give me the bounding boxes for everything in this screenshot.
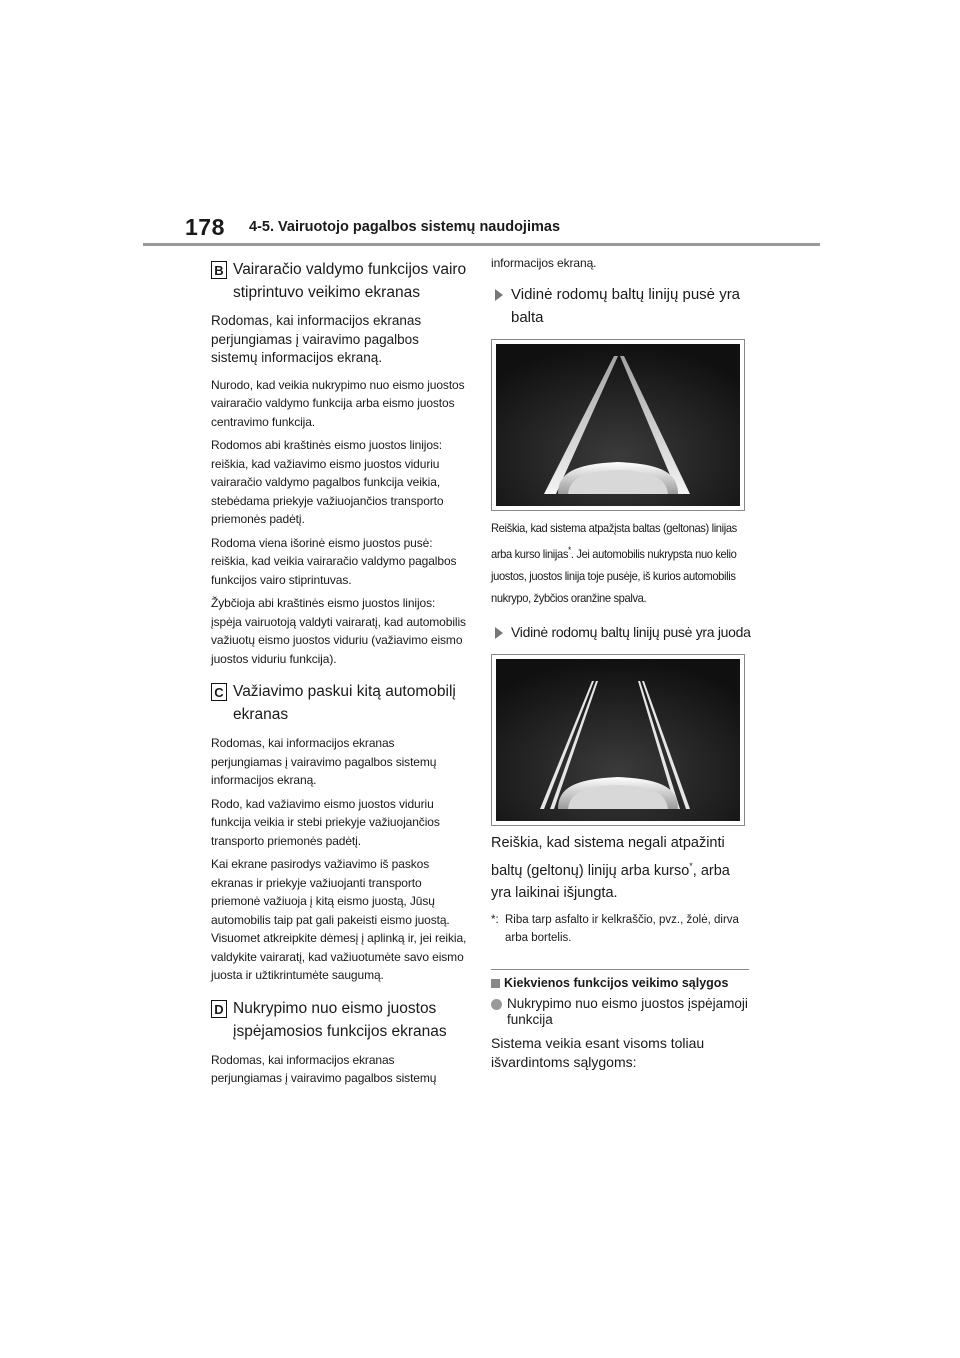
figure-lanes-not-recognized [491, 654, 745, 826]
section-b-heading [211, 258, 467, 304]
footnote-mark: *: [491, 914, 499, 927]
section-b-lead: Rodomas, kai informacijos ekranas perjungiamas į vairavimo pagalbos sistemų informacijos ekraną. [211, 313, 422, 365]
header-rule [143, 243, 820, 246]
section-b-title: Vairaračio valdymo funkcijos vairo stiprintuvo veikimo ekranas [233, 261, 467, 301]
triangle-bullet-icon [495, 289, 503, 301]
figure-lanes-recognized [491, 339, 745, 511]
circle-bullet-icon [491, 999, 502, 1010]
section-b-note-2: Rodomos abi kraštinės eismo juostos linijos: reiškia, kad važiavimo eismo juostos viduriu vairaračio valdymo pagalbos funkcija veikia, stebėdama priekyje važiuojančios transporto priemonės padėtį. [211, 438, 444, 526]
section-c-note-3: Kai ekrane pasirodys važiavimo iš paskos ekranas ir priekyje važiuojanti transporto priemonė važiuoja į kitą eismo juostą, Jūsų automobilis taip pat gali pakeisti eismo juostą. Visuomet atkreipkite dėmesį į aplinką ir, jei reikia, valdykite vairaratį, kad važiuotumėte savo eismo juosta ir užtikrintumėte saugumą. [211, 857, 467, 982]
section-d-note: Rodomas, kai informacijos ekranas perjungiamas į vairavimo pagalbos sistemų [211, 1052, 437, 1085]
section-b-note-4: Žybčioja abi kraštinės eismo juostos linijos: įspėja vairuotoją valdyti vairaratį, kad automobilis važiuotų eismo juostos viduriu (važiavimo eismo juostos viduriu funkcija). [211, 596, 466, 666]
conditions-intro: Sistema veikia esant visoms toliau išvardintoms sąlygoms: [491, 1035, 705, 1071]
caption-recognized: Reiškia, kad sistema atpažįsta baltas (geltonas) linijas arba kurso linijas*. Jei automobilis nukrypsta nuo kelio juostos, juostos linija toje pusėje, iš kurios automobilis nukrypo, žybčios oranžine spalva. [491, 520, 737, 605]
section-b-note-3: Rodoma viena išorinė eismo juostos pusė: reiškia, kad veikia vairaračio valdymo pagalbos funkcijos vairo stiprintuvas. [211, 535, 457, 587]
page-number: 178 [185, 214, 225, 240]
section-c-heading [211, 680, 467, 726]
section-rule [491, 969, 749, 970]
section-title: 4-5. Vairuotojo pagalbos sistemų naudojimas [249, 219, 561, 235]
section-c-title: Važiavimo paskui kitą automobilį ekranas [233, 683, 456, 723]
left-column [211, 258, 467, 1093]
footnote [491, 911, 753, 947]
square-bullet-icon [491, 979, 500, 988]
right-column [491, 254, 753, 1072]
function-item [491, 996, 753, 1028]
section-c-note-2: Rodo, kad važiavimo eismo juostos viduriu funkcija veikia ir stebi priekyje važiuojančios transporto priemonės padėtį. [211, 796, 440, 848]
caption-not-recognized: Reiškia, kad sistema negali atpažinti baltų (geltonų) linijų arba kurso*, arba yra laikinai išjungta. [491, 834, 730, 902]
section-d-heading [211, 997, 467, 1043]
subsection-heading [491, 976, 753, 990]
subsection-heading-text: Kiekvienos funkcijos veikimo sąlygos [504, 976, 729, 991]
continuation-text: informacijos ekraną. [491, 256, 597, 270]
section-d-title: Nukrypimo nuo eismo juostos įspėjamosios funkcijos ekranas [233, 999, 447, 1040]
bullet-black-inner [491, 621, 753, 644]
badge-d: D [211, 1000, 227, 1018]
bullet-white-inner [491, 283, 753, 329]
bullet-black-inner-text: Vidinė rodomų baltų linijų pusė yra juoda [511, 623, 751, 640]
triangle-bullet-icon [495, 627, 503, 639]
badge-b: B [211, 261, 227, 279]
function-item-text: Nukrypimo nuo eismo juostos įspėjamoji funkcija [507, 996, 748, 1028]
lane-display-recognized-image [496, 344, 740, 506]
page-header [185, 214, 820, 246]
badge-c: C [211, 683, 227, 701]
lane-display-not-recognized-image [496, 659, 740, 821]
section-b-note-1: Nurodo, kad veikia nukrypimo nuo eismo juostos vairaračio valdymo funkcija arba eismo juostos centravimo funkcija. [211, 377, 465, 429]
bullet-white-inner-text: Vidinė rodomų baltų linijų pusė yra balta [511, 285, 741, 326]
section-c-note-1: Rodomas, kai informacijos ekranas perjungiamas į vairavimo pagalbos sistemų informacijos ekraną. [211, 736, 437, 787]
footnote-text: Riba tarp asfalto ir kelkraščio, pvz., žolė, dirva arba bortelis. [505, 914, 739, 945]
